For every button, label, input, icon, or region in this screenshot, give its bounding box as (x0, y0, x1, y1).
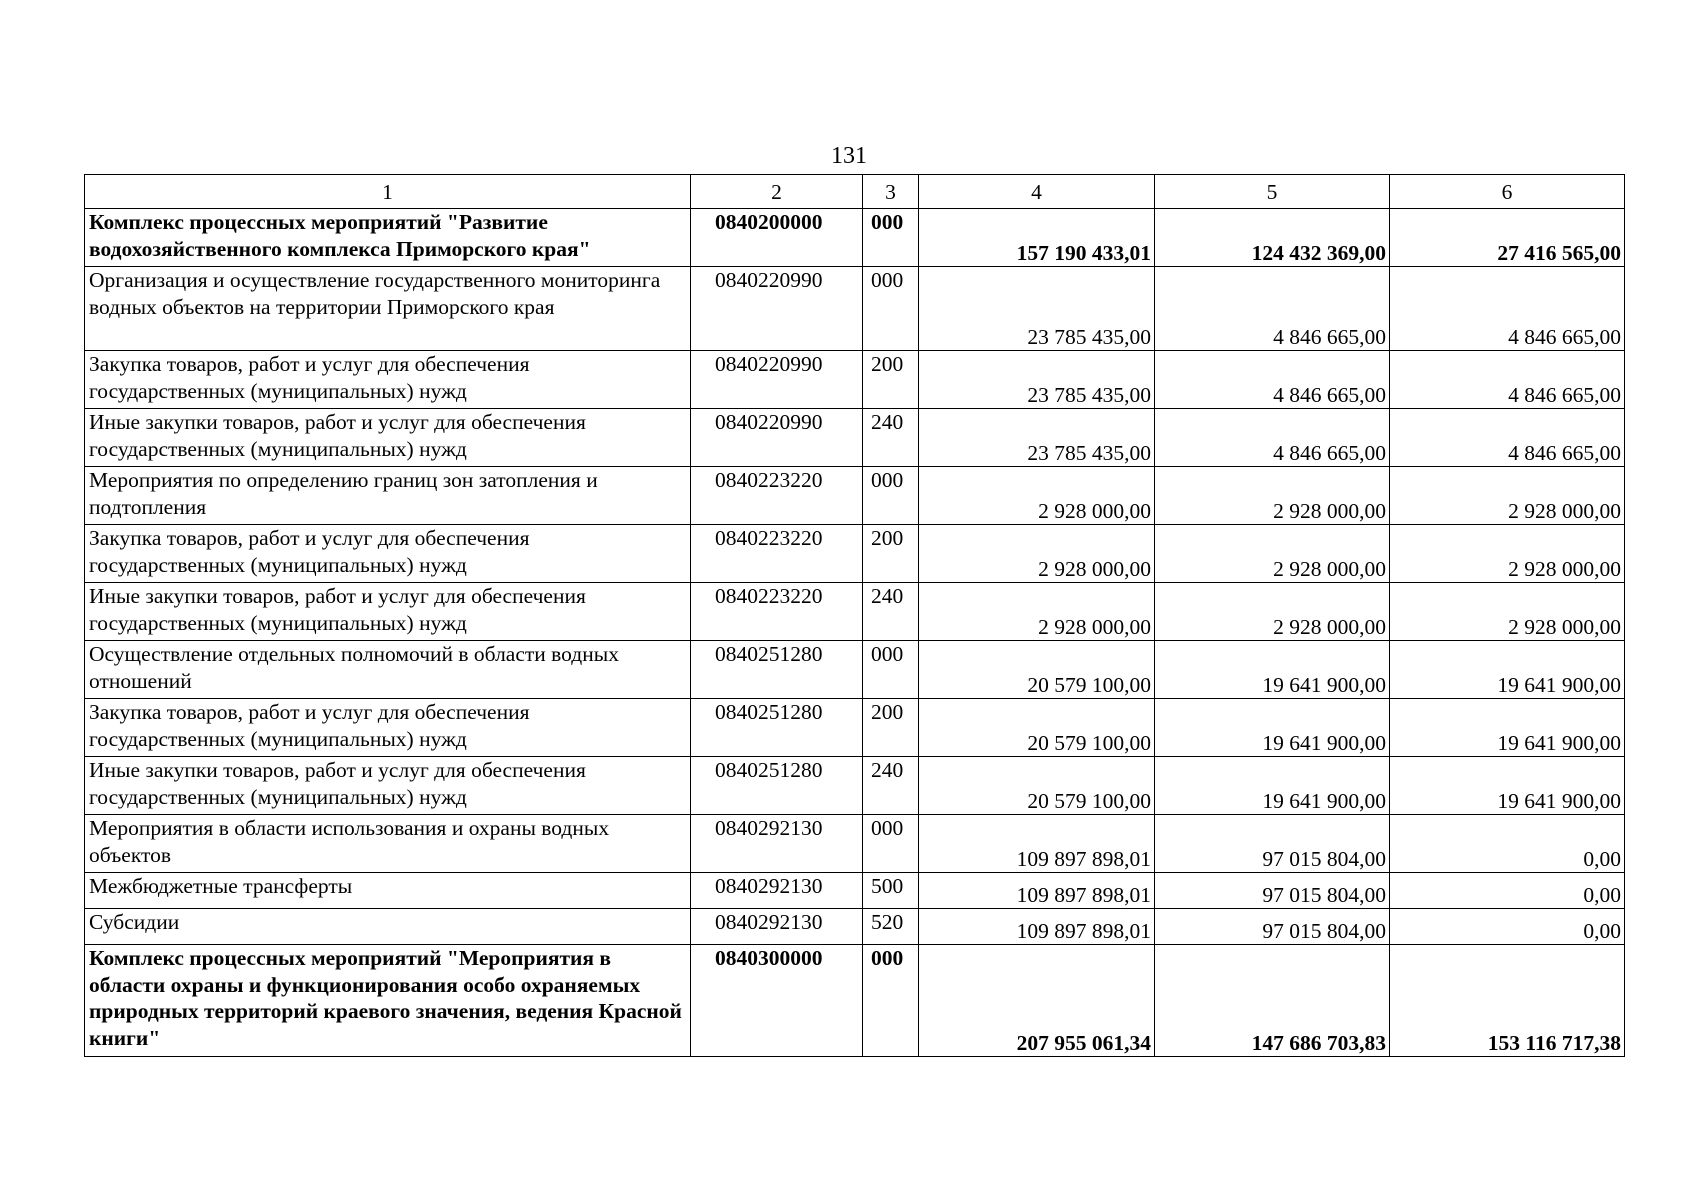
table-row (85, 757, 1625, 815)
row-name-cell: Закупка товаров, работ и услуг для обеспечения государственных (муниципальных) нужд (85, 525, 691, 583)
row-code-cell: 0840251280 (691, 757, 863, 815)
row-amount-col5-cell: 19 641 900,00 (1155, 757, 1390, 815)
table-row (85, 351, 1625, 409)
table-row (85, 267, 1625, 351)
row-expense-type-cell: 000 (863, 815, 919, 873)
row-amount-col4-cell: 20 579 100,00 (919, 699, 1155, 757)
table-row (85, 873, 1625, 909)
row-amount-col6-cell: 19 641 900,00 (1390, 757, 1625, 815)
table-row (85, 467, 1625, 525)
row-amount-col6-cell: 0,00 (1390, 873, 1625, 909)
row-name-cell: Закупка товаров, работ и услуг для обеспечения государственных (муниципальных) нужд (85, 351, 691, 409)
column-header-2: 2 (691, 175, 863, 209)
page-number: 131 (831, 143, 867, 169)
column-header-5: 5 (1155, 175, 1390, 209)
row-amount-col5-cell: 97 015 804,00 (1155, 909, 1390, 945)
row-name-cell: Закупка товаров, работ и услуг для обеспечения государственных (муниципальных) нужд (85, 699, 691, 757)
row-expense-type-cell: 200 (863, 525, 919, 583)
row-amount-col5-cell: 4 846 665,00 (1155, 267, 1390, 351)
row-amount-col4-cell: 23 785 435,00 (919, 267, 1155, 351)
row-amount-col6-cell: 153 116 717,38 (1390, 945, 1625, 1057)
column-number-header-row (85, 175, 1625, 209)
row-name-cell: Иные закупки товаров, работ и услуг для обеспечения государственных (муниципальных) нужд (85, 409, 691, 467)
row-expense-type-cell: 200 (863, 699, 919, 757)
row-amount-col5-cell: 2 928 000,00 (1155, 467, 1390, 525)
row-expense-type-cell: 000 (863, 641, 919, 699)
row-code-cell: 0840300000 (691, 945, 863, 1057)
row-amount-col5-cell: 97 015 804,00 (1155, 815, 1390, 873)
row-name-cell: Мероприятия в области использования и охраны водных объектов (85, 815, 691, 873)
budget-table (84, 174, 1625, 1057)
row-amount-col5-cell: 4 846 665,00 (1155, 409, 1390, 467)
row-amount-col6-cell: 0,00 (1390, 909, 1625, 945)
row-expense-type-cell: 000 (863, 209, 919, 267)
row-amount-col6-cell: 2 928 000,00 (1390, 525, 1625, 583)
row-code-cell: 0840220990 (691, 409, 863, 467)
row-expense-type-cell: 000 (863, 945, 919, 1057)
row-amount-col5-cell: 19 641 900,00 (1155, 641, 1390, 699)
row-name-cell: Субсидии (85, 909, 691, 945)
row-code-cell: 0840251280 (691, 641, 863, 699)
row-expense-type-cell: 240 (863, 757, 919, 815)
column-header-4: 4 (919, 175, 1155, 209)
row-amount-col4-cell: 2 928 000,00 (919, 525, 1155, 583)
row-amount-col4-cell: 207 955 061,34 (919, 945, 1155, 1057)
row-name-cell: Комплекс процессных мероприятий "Мероприятия в области охраны и функционирования особо охраняемых природных территорий краевого значения, ведения Красной книги" (85, 945, 691, 1057)
row-code-cell: 0840223220 (691, 467, 863, 525)
row-amount-col5-cell: 4 846 665,00 (1155, 351, 1390, 409)
row-code-cell: 0840251280 (691, 699, 863, 757)
row-name-cell: Иные закупки товаров, работ и услуг для обеспечения государственных (муниципальных) нужд (85, 583, 691, 641)
row-amount-col6-cell: 0,00 (1390, 815, 1625, 873)
column-header-1: 1 (85, 175, 691, 209)
table-row (85, 699, 1625, 757)
table-row (85, 641, 1625, 699)
row-amount-col5-cell: 2 928 000,00 (1155, 525, 1390, 583)
row-code-cell: 0840200000 (691, 209, 863, 267)
table-row (85, 815, 1625, 873)
row-amount-col4-cell: 23 785 435,00 (919, 409, 1155, 467)
row-amount-col6-cell: 27 416 565,00 (1390, 209, 1625, 267)
row-amount-col4-cell: 2 928 000,00 (919, 583, 1155, 641)
row-code-cell: 0840223220 (691, 583, 863, 641)
table-row (85, 409, 1625, 467)
row-code-cell: 0840220990 (691, 351, 863, 409)
table-row (85, 209, 1625, 267)
row-amount-col4-cell: 109 897 898,01 (919, 873, 1155, 909)
row-code-cell: 0840223220 (691, 525, 863, 583)
table-row (85, 583, 1625, 641)
row-name-cell: Осуществление отдельных полномочий в области водных отношений (85, 641, 691, 699)
row-name-cell: Иные закупки товаров, работ и услуг для обеспечения государственных (муниципальных) нужд (85, 757, 691, 815)
row-amount-col6-cell: 2 928 000,00 (1390, 583, 1625, 641)
row-expense-type-cell: 520 (863, 909, 919, 945)
row-name-cell: Комплекс процессных мероприятий "Развитие водохозяйственного комплекса Приморского края" (85, 209, 691, 267)
row-amount-col4-cell: 157 190 433,01 (919, 209, 1155, 267)
row-expense-type-cell: 240 (863, 583, 919, 641)
column-header-6: 6 (1390, 175, 1625, 209)
row-amount-col4-cell: 2 928 000,00 (919, 467, 1155, 525)
row-amount-col6-cell: 4 846 665,00 (1390, 409, 1625, 467)
column-header-3: 3 (863, 175, 919, 209)
table-row (85, 909, 1625, 945)
row-amount-col6-cell: 2 928 000,00 (1390, 467, 1625, 525)
row-amount-col6-cell: 4 846 665,00 (1390, 267, 1625, 351)
row-expense-type-cell: 500 (863, 873, 919, 909)
row-amount-col4-cell: 20 579 100,00 (919, 641, 1155, 699)
row-code-cell: 0840292130 (691, 815, 863, 873)
row-amount-col4-cell: 23 785 435,00 (919, 351, 1155, 409)
row-code-cell: 0840220990 (691, 267, 863, 351)
row-code-cell: 0840292130 (691, 909, 863, 945)
row-amount-col5-cell: 97 015 804,00 (1155, 873, 1390, 909)
row-amount-col6-cell: 19 641 900,00 (1390, 699, 1625, 757)
row-amount-col6-cell: 19 641 900,00 (1390, 641, 1625, 699)
row-amount-col4-cell: 20 579 100,00 (919, 757, 1155, 815)
row-amount-col6-cell: 4 846 665,00 (1390, 351, 1625, 409)
row-name-cell: Мероприятия по определению границ зон затопления и подтопления (85, 467, 691, 525)
row-amount-col5-cell: 2 928 000,00 (1155, 583, 1390, 641)
row-expense-type-cell: 200 (863, 351, 919, 409)
row-expense-type-cell: 000 (863, 267, 919, 351)
table-row (85, 525, 1625, 583)
row-amount-col5-cell: 124 432 369,00 (1155, 209, 1390, 267)
row-expense-type-cell: 000 (863, 467, 919, 525)
row-expense-type-cell: 240 (863, 409, 919, 467)
row-code-cell: 0840292130 (691, 873, 863, 909)
row-amount-col5-cell: 19 641 900,00 (1155, 699, 1390, 757)
row-amount-col4-cell: 109 897 898,01 (919, 909, 1155, 945)
row-amount-col5-cell: 147 686 703,83 (1155, 945, 1390, 1057)
table-row (85, 945, 1625, 1057)
row-name-cell: Организация и осуществление государственного мониторинга водных объектов на территории Приморского края (85, 267, 691, 351)
row-name-cell: Межбюджетные трансферты (85, 873, 691, 909)
row-amount-col4-cell: 109 897 898,01 (919, 815, 1155, 873)
